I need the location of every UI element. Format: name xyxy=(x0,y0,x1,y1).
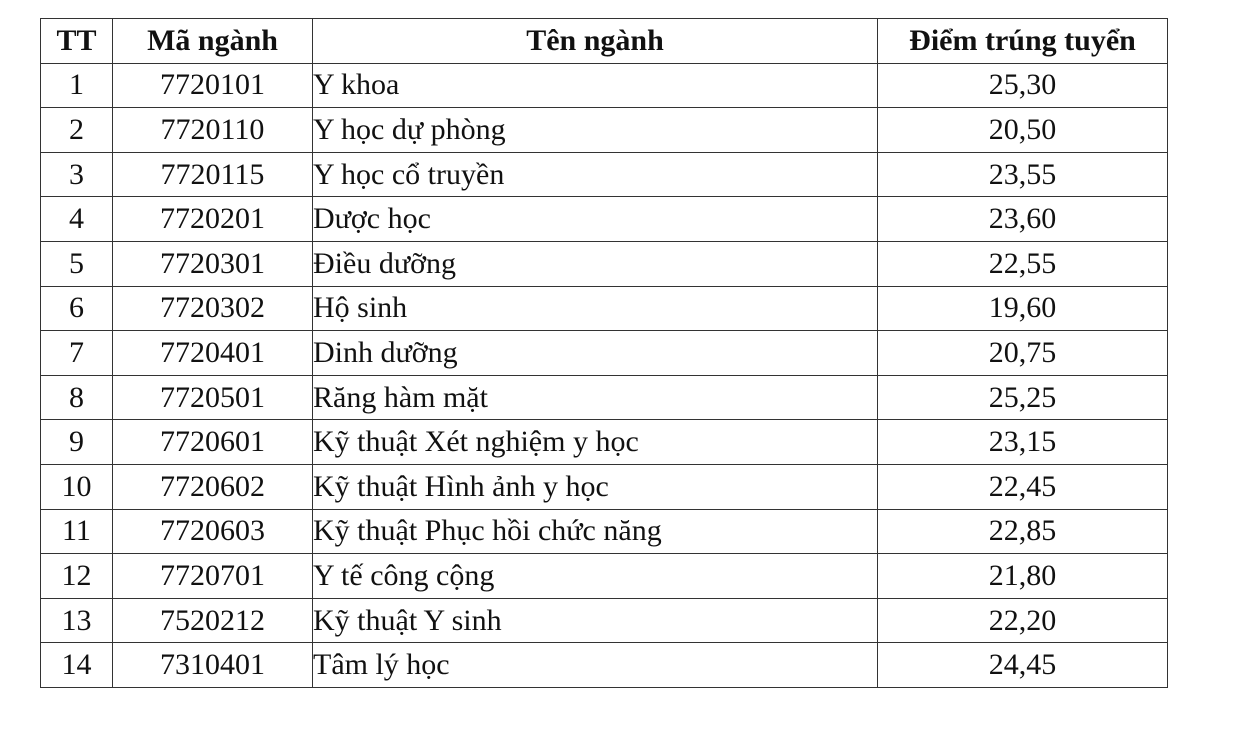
cell-major-code: 7720601 xyxy=(113,420,313,465)
header-major-code: Mã ngành xyxy=(113,19,313,64)
cell-admission-score: 25,30 xyxy=(878,63,1168,108)
cell-major-name: Y học dự phòng xyxy=(313,108,878,153)
cell-major-name: Hộ sinh xyxy=(313,286,878,331)
header-admission-score: Điểm trúng tuyển xyxy=(878,19,1168,64)
cell-tt: 4 xyxy=(41,197,113,242)
cell-tt: 8 xyxy=(41,375,113,420)
cell-admission-score: 22,55 xyxy=(878,241,1168,286)
cell-admission-score: 22,45 xyxy=(878,464,1168,509)
cell-admission-score: 22,20 xyxy=(878,598,1168,643)
cell-admission-score: 21,80 xyxy=(878,554,1168,599)
header-tt: TT xyxy=(41,19,113,64)
cell-tt: 3 xyxy=(41,152,113,197)
cell-major-name: Răng hàm mặt xyxy=(313,375,878,420)
cell-tt: 14 xyxy=(41,643,113,688)
header-row xyxy=(41,19,1168,64)
cell-major-code: 7720110 xyxy=(113,108,313,153)
cell-tt: 7 xyxy=(41,331,113,376)
cell-major-name: Kỹ thuật Y sinh xyxy=(313,598,878,643)
cell-major-code: 7720401 xyxy=(113,331,313,376)
table-row xyxy=(41,509,1168,554)
cell-admission-score: 19,60 xyxy=(878,286,1168,331)
table-row xyxy=(41,643,1168,688)
cell-major-name: Điều dưỡng xyxy=(313,241,878,286)
table-row xyxy=(41,464,1168,509)
table-body xyxy=(41,63,1168,687)
cell-tt: 11 xyxy=(41,509,113,554)
table-row xyxy=(41,331,1168,376)
cell-major-name: Y học cổ truyền xyxy=(313,152,878,197)
table-row xyxy=(41,375,1168,420)
cell-tt: 2 xyxy=(41,108,113,153)
table-row xyxy=(41,598,1168,643)
cell-major-code: 7720701 xyxy=(113,554,313,599)
cell-major-code: 7720602 xyxy=(113,464,313,509)
table-header xyxy=(41,19,1168,64)
cell-major-code: 7310401 xyxy=(113,643,313,688)
cell-tt: 1 xyxy=(41,63,113,108)
table-row xyxy=(41,286,1168,331)
cell-admission-score: 24,45 xyxy=(878,643,1168,688)
cell-major-code: 7720302 xyxy=(113,286,313,331)
admission-score-table xyxy=(40,18,1168,688)
cell-major-name: Kỹ thuật Hình ảnh y học xyxy=(313,464,878,509)
table-row xyxy=(41,554,1168,599)
table-row xyxy=(41,63,1168,108)
cell-admission-score: 25,25 xyxy=(878,375,1168,420)
cell-tt: 5 xyxy=(41,241,113,286)
cell-tt: 9 xyxy=(41,420,113,465)
cell-major-name: Y tế công cộng xyxy=(313,554,878,599)
cell-major-name: Dinh dưỡng xyxy=(313,331,878,376)
table-row xyxy=(41,420,1168,465)
header-major-name: Tên ngành xyxy=(313,19,878,64)
cell-admission-score: 22,85 xyxy=(878,509,1168,554)
table-row xyxy=(41,241,1168,286)
cell-major-code: 7520212 xyxy=(113,598,313,643)
cell-major-name: Kỹ thuật Xét nghiệm y học xyxy=(313,420,878,465)
cell-major-name: Tâm lý học xyxy=(313,643,878,688)
cell-major-name: Dược học xyxy=(313,197,878,242)
cell-tt: 12 xyxy=(41,554,113,599)
cell-admission-score: 23,55 xyxy=(878,152,1168,197)
cell-major-name: Y khoa xyxy=(313,63,878,108)
cell-major-name: Kỹ thuật Phục hồi chức năng xyxy=(313,509,878,554)
cell-admission-score: 23,15 xyxy=(878,420,1168,465)
cell-tt: 6 xyxy=(41,286,113,331)
cell-admission-score: 23,60 xyxy=(878,197,1168,242)
cell-major-code: 7720201 xyxy=(113,197,313,242)
cell-major-code: 7720115 xyxy=(113,152,313,197)
cell-major-code: 7720501 xyxy=(113,375,313,420)
table-row xyxy=(41,197,1168,242)
cell-admission-score: 20,75 xyxy=(878,331,1168,376)
cell-tt: 13 xyxy=(41,598,113,643)
cell-major-code: 7720603 xyxy=(113,509,313,554)
cell-major-code: 7720101 xyxy=(113,63,313,108)
cell-major-code: 7720301 xyxy=(113,241,313,286)
cell-admission-score: 20,50 xyxy=(878,108,1168,153)
cell-tt: 10 xyxy=(41,464,113,509)
table-row xyxy=(41,108,1168,153)
table-row xyxy=(41,152,1168,197)
